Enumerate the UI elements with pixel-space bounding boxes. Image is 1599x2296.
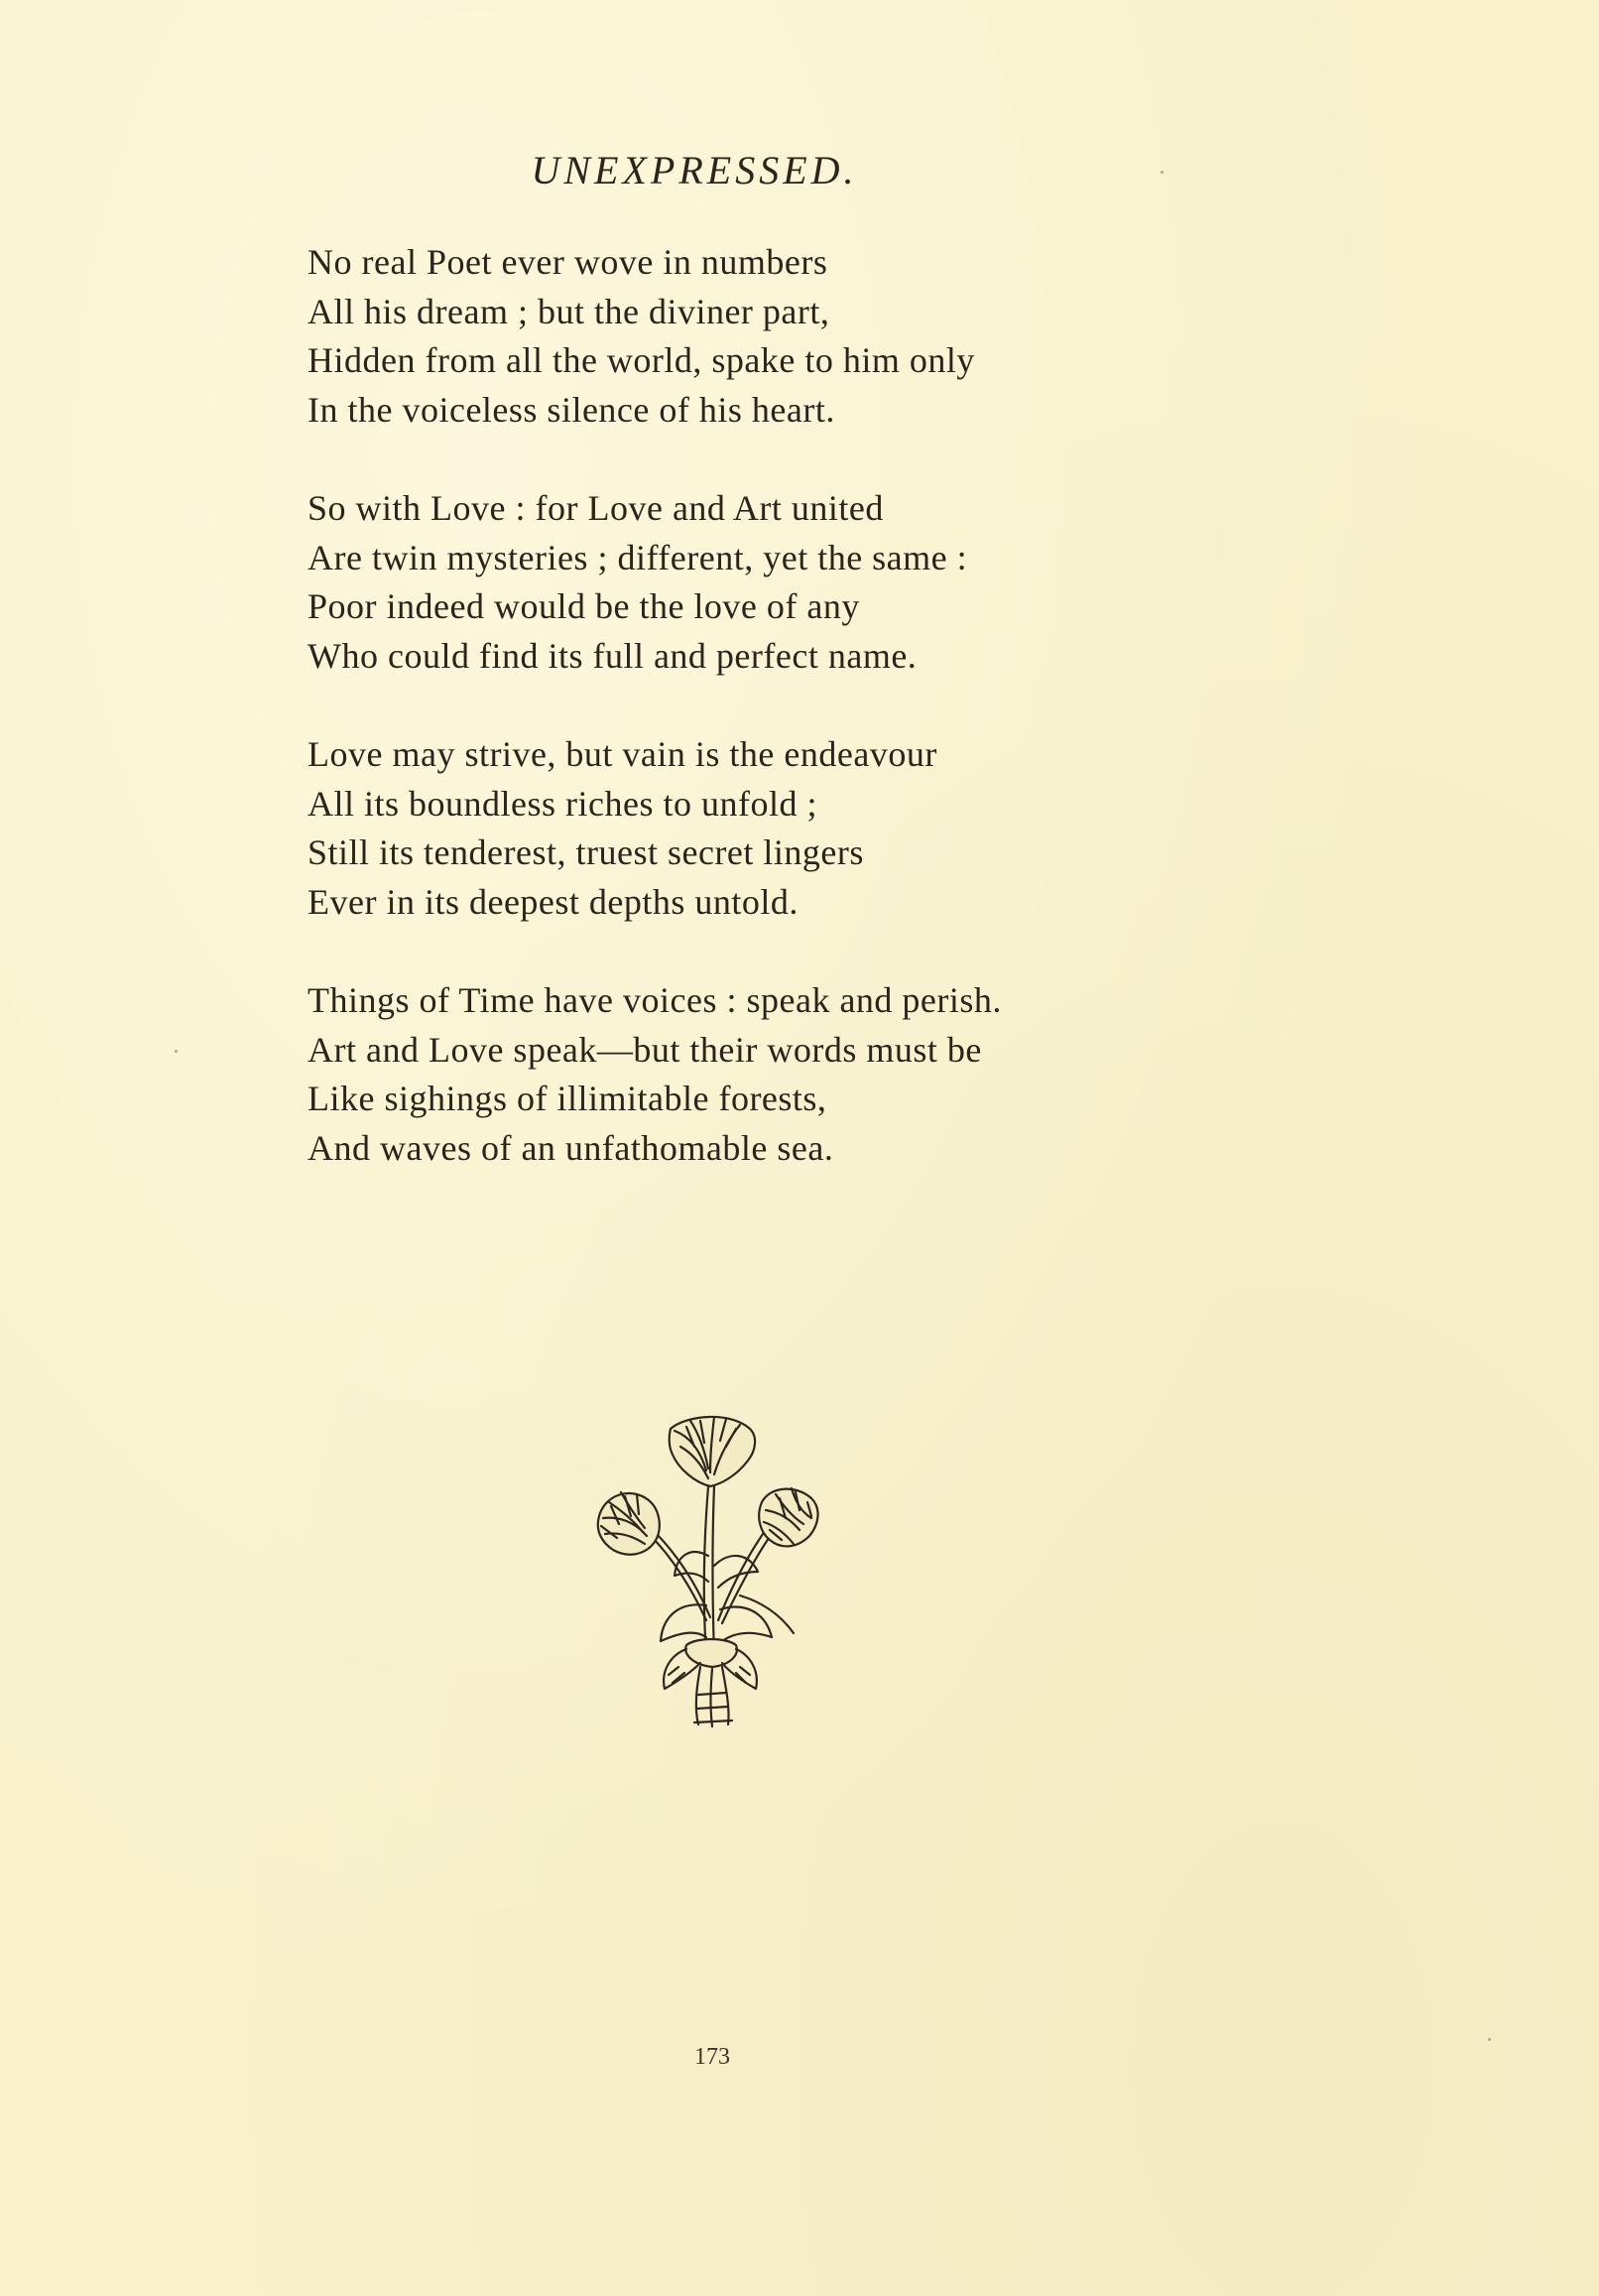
poem-line: Art and Love speak—but their words must be [308, 1029, 982, 1070]
poem-line: In the voiceless silence of his heart. [308, 389, 835, 430]
poem-line: So with Love : for Love and Art united [308, 488, 884, 528]
poem-line: No real Poet ever wove in numbers [308, 242, 828, 282]
poem-line: Are twin mysteries ; different, yet the same : [308, 537, 968, 577]
poem-line: Still its tenderest, truest secret lingers [308, 832, 864, 872]
poem-line: And waves of an unfathomable sea. [308, 1127, 834, 1168]
poem-line: Hidden from all the world, spake to him only [308, 340, 975, 380]
poem-line: Love may strive, but vain is the endeavour [308, 734, 937, 774]
poem-line: Who could find its full and perfect name. [308, 635, 918, 676]
poem-line: Things of Time have voices : speak and perish. [308, 980, 1002, 1020]
poem-line: Poor indeed would be the love of any [308, 586, 860, 626]
page-number: 173 [694, 2044, 730, 2070]
stanza-4 [308, 976, 1200, 1173]
poem-body [308, 238, 1200, 1222]
stanza-3 [308, 730, 1200, 927]
tulip-bouquet-icon [591, 1407, 839, 1729]
poem-line: Ever in its deepest depths untold. [308, 881, 799, 922]
paper-speck [1161, 171, 1164, 174]
poem-line: Like sighings of illimitable forests, [308, 1079, 827, 1118]
paper-speck [1488, 2038, 1491, 2041]
stanza-1 [308, 238, 1200, 435]
paper-speck [175, 1050, 178, 1053]
poem-line: All his dream ; but the diviner part, [308, 291, 830, 331]
poem-title: UNEXPRESSED. [531, 148, 858, 192]
stanza-2 [308, 484, 1200, 681]
poem-line: All its boundless riches to unfold ; [308, 783, 817, 824]
